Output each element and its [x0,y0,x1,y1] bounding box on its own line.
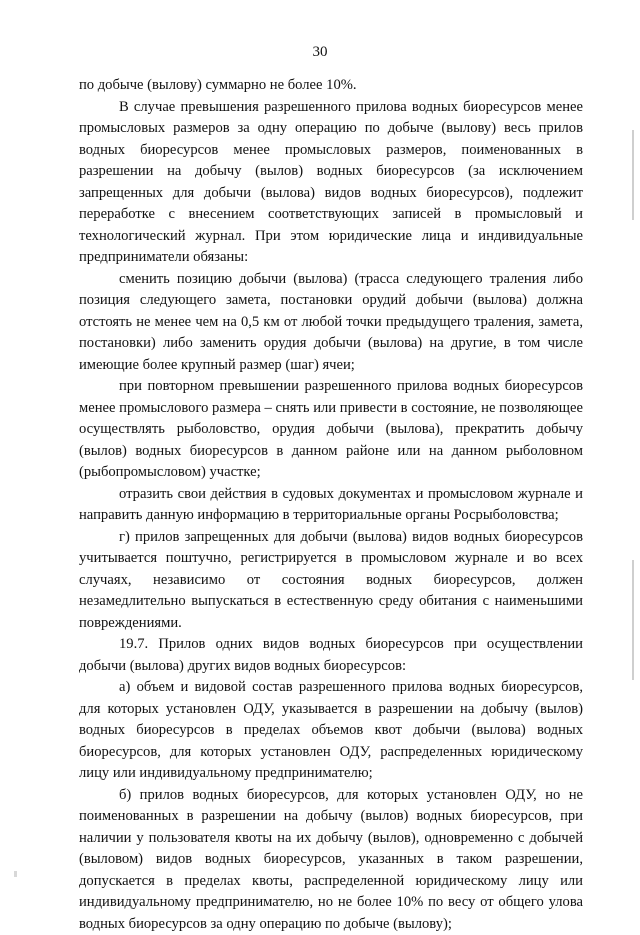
paragraph-record-actions: отразить свои действия в судовых документах и промысловом журнале и направить данную информацию в территориальные органы Росрыболовства; [79,484,583,527]
paragraph-change-position: сменить позицию добычи (вылова) (трасса следующего траления либо позиция следующего замета, постановки орудий добычи (вылова) должна отстоять не менее чем на 0,5 км от любой точки предыдущего траления, замета, постановки) либо заменить орудия добычи (вылова) на другие, в том числе имеющие более крупный размер (шаг) ячеи; [79,269,583,377]
document-body [79,75,583,935]
paragraph-repeated-excess: при повторном превышении разрешенного прилова водных биоресурсов менее промыслового размера – снять или привести в состояние, не позволяющее осуществлять рыболовство, орудия добычи (вылова), прекратить добычу (вылов) водных биоресурсов в данном районе или на данном рыболовном (рыбопромысловом) участке; [79,376,583,484]
scan-edge-mark [632,130,634,220]
paragraph-item-b: б) прилов водных биоресурсов, для которых установлен ОДУ, но не поименованных в разрешении на добычу (вылов) водных биоресурсов, при наличии у пользователя квоты на их добычу (вылов), одновременно с добычей (выловом) видов водных биоресурсов, указанных в таком разрешении, допускается в пределах квоты, распределенной юридическому лицу или индивидуальному предпринимателю, но не более 10% по весу от общего улова водных биоресурсов за одну операцию по добыче (вылову); [79,785,583,935]
paragraph-item-g: г) прилов запрещенных для добычи (вылова) видов водных биоресурсов учитывается поштучно, регистрируется в промысловом журнале и во всех случаях, независимо от состояния водных биоресурсов, должен незамедлительно выпускаться в естественную среду обитания с наименьшими повреждениями. [79,527,583,635]
paragraph-section-19-7: 19.7. Прилов одних видов водных биоресурсов при осуществлении добычи (вылова) других видов водных биоресурсов: [79,634,583,677]
paragraph-continuation: по добыче (вылову) суммарно не более 10%. [79,75,583,97]
scan-corner-mark [14,871,17,877]
paragraph-bycatch-excess: В случае превышения разрешенного прилова водных биоресурсов менее промысловых размеров за одну операцию по добыче (вылову) весь прилов водных биоресурсов менее промысловых размеров, поименованных в разрешении на добычу (вылов) водных биоресурсов (за исключением запрещенных для добычи (вылова) видов водных биоресурсов), подлежит переработке с внесением соответствующих записей в промысловый и технологический журнал. При этом юридические лица и индивидуальные предприниматели обязаны: [79,97,583,269]
page-number: 30 [0,44,640,61]
paragraph-item-a: а) объем и видовой состав разрешенного прилова водных биоресурсов, для которых установлен ОДУ, указывается в разрешении на добычу (вылов) водных биоресурсов в пределах объемов квот добычи (вылова) водных биоресурсов, для которых установлен ОДУ, распределенных юридическому лицу или индивидуальному предпринимателю; [79,677,583,785]
scan-edge-mark [632,560,634,680]
